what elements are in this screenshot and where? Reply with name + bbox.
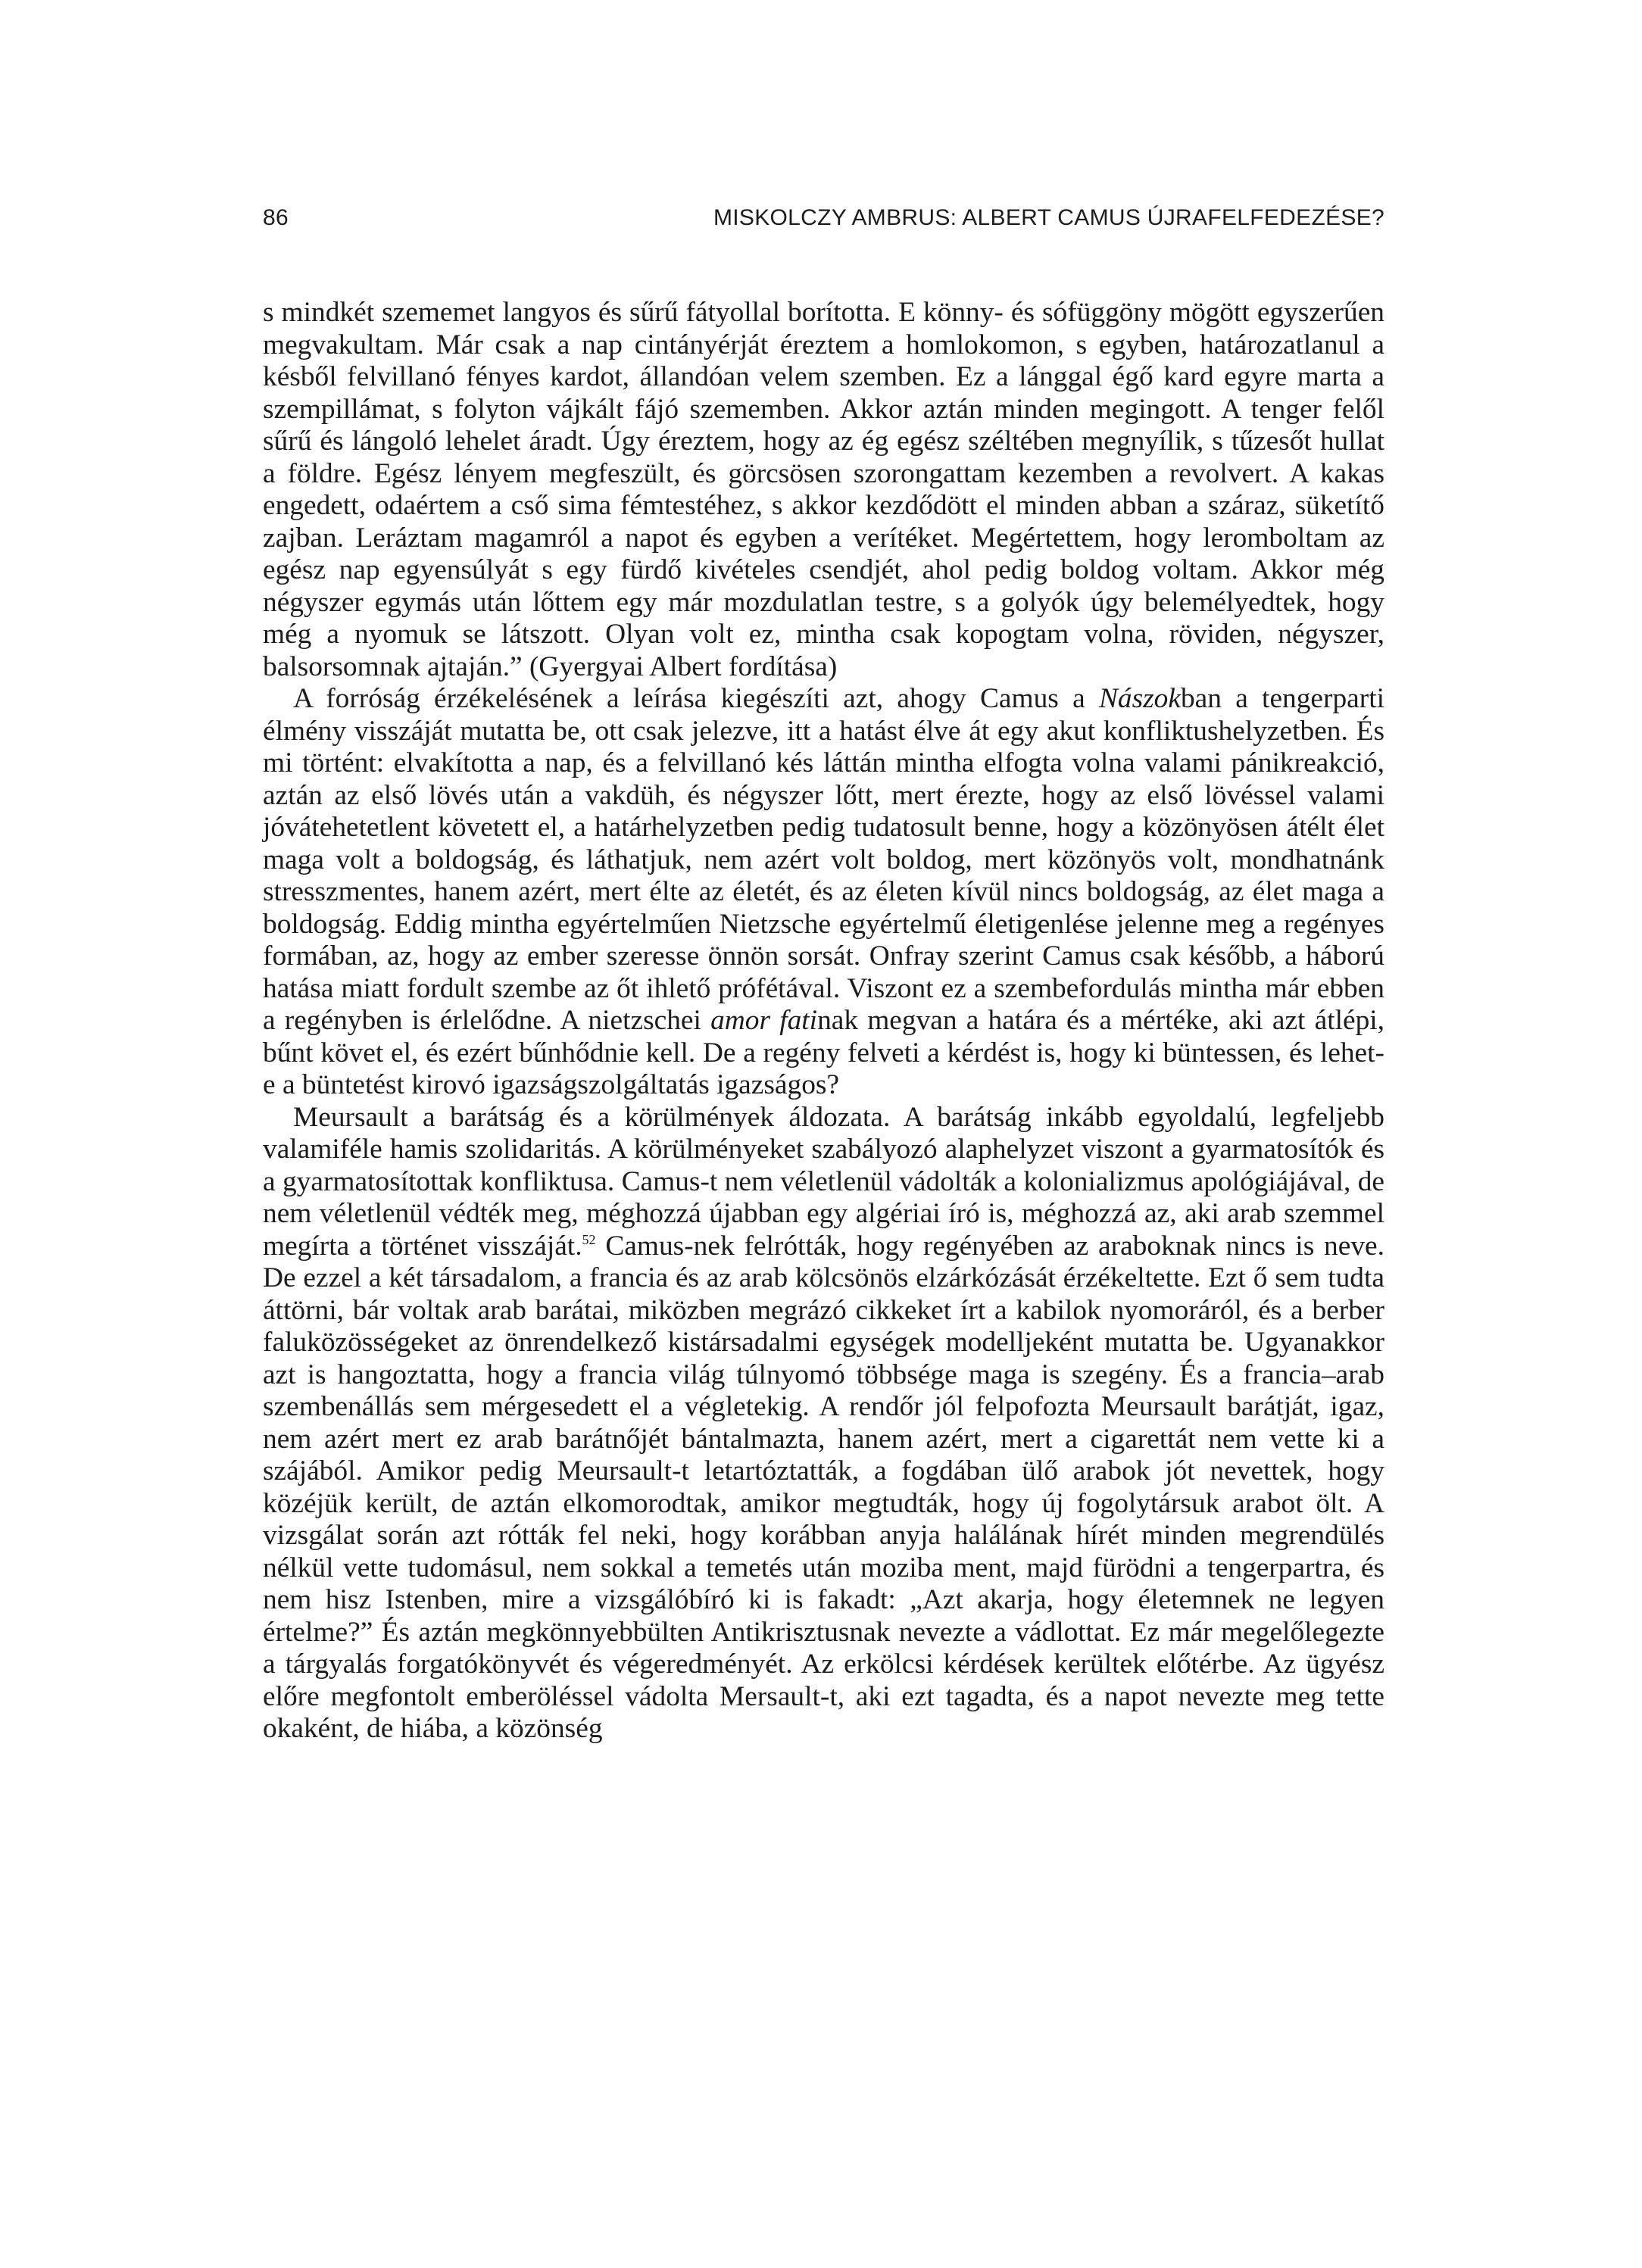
paragraph-3-text-b: Camus-nek felrótták, hogy regényében az araboknak nincs is neve. De ezzel a két társadalom, a francia és az arab kölcsönös elzárkózását érzékeltette. Ezt ő sem tudta áttörni, bár voltak arab barátai, miközben megrázó cikkeket írt a kabilok nyomoráról, és a berber faluközösségeket az önrendelkező kistársadalmi egységek modelljeként mutatta be. Ugyanakkor azt is hangoztatta, hogy a francia világ túlnyomó többsége maga is szegény. És a francia–arab szembenállás sem mérgesedett el a végletekig. A rendőr jól felpofozta Meursault barátját, igaz, nem azért mert ez arab barátnőjét bántalmazta, hanem azért, mert a cigarettát nem vette ki a szájából. Amikor pedig Meursault-t letartóztatták, a fogdában ülő arabok jót nevettek, hogy közéjük került, de aztán elkomorodtak, amikor megtudták, hogy új fogolytársuk arabot ölt. A vizsgálat során azt rótták fel neki, hogy korábban anyja halálának hírét minden megrendülés nélkül vette tudomásul, nem sokkal a temetés után moziba ment, majd fürödni a tengerpartra, és nem hisz Istenben, mire a vizsgálóbíró ki is fakadt: „Azt akarja, hogy életemnek ne legyen értelme?” És aztán megkönnyebbülten Antikrisztusnak nevezte a vádlottat. Ez már megelőlegezte a tárgyalás forgatókönyvét és végeredményét. Az erkölcsi kérdések kerültek előtérbe. Az ügyész előre megfontolt emberöléssel vádolta Mersault-t, aki ezt tagadta, és a napot nevezte meg tette okaként, de hiába, a közönség: [263, 1230, 1384, 1744]
body-text: [263, 297, 1384, 1745]
italic-amor-fati: amor fati: [710, 1005, 818, 1036]
italic-title-naszok: Nászok: [1098, 683, 1181, 714]
paragraph-3-text-a: Meursault a barátság és a körülmények áldozata. A barátság inkább egyoldalú, legfeljebb valamiféle hamis szolidaritás. A körülményeket szabályozó alaphelyzet viszont a gyarmatosítók és a gyarmatosítottak konfliktusa. Camus-t nem véletlenül vádolták a kolonializmus apológiájával, de nem véletlenül védték meg, méghozzá újabban egy algériai író is, méghozzá az, aki arab szemmel megírta a történet visszáját.: [263, 1101, 1384, 1262]
paragraph-2-text-c: nak megvan a határa és a mértéke, aki azt átlépi, bűnt követ el, és ezért bűnhődnie kell. De a regény felveti a kérdést is, hogy ki büntessen, és lehet-e a büntetést kirovó igazságszolgáltatás igazságos?: [263, 1005, 1384, 1100]
footnote-marker[interactable]: 52: [582, 1231, 596, 1247]
paragraph-2-text-b: ban a tengerparti élmény visszáját mutatta be, ott csak jelezve, itt a hatást élve át egy akut konfliktushelyzetben. És mi történt: elvakította a nap, és a felvillanó kés láttán mintha elfogta volna valami pánikreakció, aztán az első lövés után a vakdüh, és négyszer lőtt, mert érezte, hogy az első lövéssel valami jóvátehetetlent követett el, a határhelyzetben pedig tudatosult benne, hogy a közönyösen átélt élet maga volt a boldogság, és láthatjuk, nem azért volt boldog, mert közönyös volt, mondhatnánk stresszmentes, hanem azért, mert élte az életét, és az életen kívül nincs boldogság, az élet maga a boldogság. Eddig mintha egyértelműen Nietzsche egyértelmű életigenlése jelenne meg a regényes formában, az, hogy az ember szeresse önnön sorsát. Onfray szerint Camus csak később, a háború hatása miatt fordult szembe az őt ihlető prófétával. Viszont ez a szembefordulás mintha már ebben a regényben is érlelődne. A nietzschei: [263, 683, 1385, 1036]
paragraph-2-text-a: A forróság érzékelésének a leírása kiegészíti azt, ahogy Camus a: [293, 683, 1099, 714]
page-number: 86: [263, 205, 289, 230]
running-header: [263, 203, 1384, 233]
running-title: MISKOLCZY AMBRUS: ALBERT CAMUS ÚJRAFELFEDEZÉSE?: [713, 205, 1384, 230]
paragraph-2: [263, 683, 1384, 1102]
paragraph-3: [263, 1102, 1384, 1745]
paragraph-quote-continuation: s mindkét szememet langyos és sűrű fátyollal borította. E könny- és sófüggöny mögött egyszerűen megvakultam. Már csak a nap cintányérját éreztem a homlokomon, s egyben, határozatlanul a késből felvillanó fényes kardot, állandóan velem szemben. Ez a lánggal égő kard egyre marta a szempillámat, s folyton vájkált fájó szememben. Akkor aztán minden megingott. A tenger felől sűrű és lángoló lehelet áradt. Úgy éreztem, hogy az ég egész széltében megnyílik, s tűzesőt hullat a földre. Egész lényem megfeszült, és görcsösen szorongattam kezemben a revolvert. A kakas engedett, odaértem a cső sima fémtestéhez, s akkor kezdődött el minden abban a száraz, süketítő zajban. Leráztam magamról a napot és egyben a verítéket. Megértettem, hogy leromboltam az egész nap egyensúlyát s egy fürdő kivételes csendjét, ahol pedig boldog voltam. Akkor még négyszer egymás után lőttem egy már mozdulatlan testre, s a golyók úgy belemélyedtek, hogy még a nyomuk se látszott. Olyan volt ez, mintha csak kopogtam volna, röviden, négyszer, balsorsomnak ajtaján.” (Gyergyai Albert fordítása): [263, 297, 1384, 682]
